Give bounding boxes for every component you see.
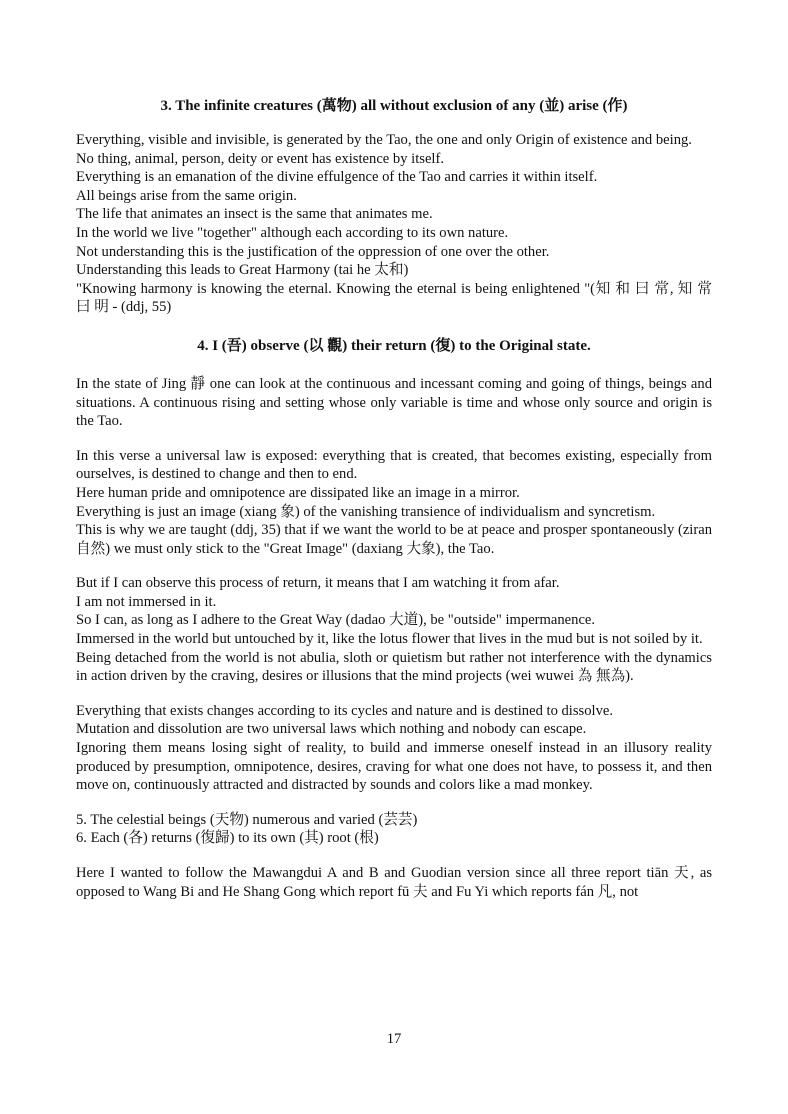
verse-line-5: 5. The celestial beings (天物) numerous and varied (芸芸) [76, 811, 418, 828]
text-line: Everything that exists changes according to its cycles and nature and is destined to dissolve. [76, 702, 613, 719]
text-line: I am not immersed in it. [76, 593, 217, 610]
paragraph-block-jing [76, 375, 712, 431]
text-line: In the world we live "together" although each according to its own nature. [76, 224, 509, 241]
text-line: Immersed in the world but untouched by it, like the lotus flower that lives in the mud but is not soiled by it. [76, 631, 703, 648]
text-line: Being detached from the world is not abulia, sloth or quietism but rather not interference with the dynamics in action driven by the craving, desires or illusions that the mind projects (wei wuwei 為 無為). [76, 649, 712, 685]
text-line: Ignoring them means losing sight of reality, to build and immerse oneself instead in an illusory reality produced by presumption, omnipotence, desires, craving for what one does not have, to possess it, and then move on, continuously attracted and distracted by sounds and colors like a mad monkey. [76, 740, 712, 794]
text-line: Here human pride and omnipotence are dissipated like an image in a mirror. [76, 484, 520, 501]
text-line: Here I wanted to follow the Mawangdui A and B and Guodian version since all three report tiān 天, as opposed to Wang Bi and He Shang Gong which report fū 夫 and Fu Yi which reports fán 凡, not [76, 865, 712, 900]
paragraph-block-creatures [76, 131, 712, 317]
paragraph-block-mutation [76, 702, 712, 795]
text-line: But if I can observe this process of return, it means that I am watching it from afar. [76, 575, 560, 592]
section-heading-4: 4. I (吾) observe (以 觀) their return (復) to the Original state. [197, 337, 591, 354]
paragraph-block-universal-law [76, 447, 712, 559]
text-line: In this verse a universal law is exposed: everything that is created, that becomes existing, especially from ourselves, is destined to change and then to end. [76, 447, 712, 483]
text-line: Everything is an emanation of the divine effulgence of the Tao and carries it within itself. [76, 169, 598, 186]
section-heading-3: 3. The infinite creatures (萬物) all without exclusion of any (並) arise (作) [160, 98, 628, 114]
text-line: Mutation and dissolution are two universal laws which nothing and nobody can escape. [76, 721, 587, 738]
text-line: Not understanding this is the justification of the oppression of one over the other. [76, 243, 550, 260]
text-line: This is why we are taught (ddj, 35) that if we want the world to be at peace and prosper spontaneously (ziran 自然) we must only stick to the "Great Image" (daxiang 大象), the Tao. [76, 522, 712, 557]
text-line: Everything, visible and invisible, is generated by the Tao, the one and only Origin of existence and being. [76, 132, 692, 148]
text-line: All beings arise from the same origin. [76, 187, 297, 204]
quote-line: "Knowing harmony is knowing the eternal. Knowing the eternal is being enlightened "(知 和 曰 常, 知 常 曰 明 - (ddj, 55) [76, 280, 712, 316]
paragraph-block-versions [76, 864, 712, 901]
page-number: 17 [386, 1031, 402, 1047]
text-line: So I can, as long as I adhere to the Great Way (dadao 大道), be "outside" impermanence. [76, 612, 596, 629]
text-line: Understanding this leads to Great Harmony (tai he 太和) [76, 262, 409, 279]
verse-lines [76, 811, 712, 848]
paragraph-block-return [76, 574, 712, 686]
verse-line-6: 6. Each (各) returns (復歸) to its own (其) root (根) [76, 830, 379, 847]
text-line: No thing, animal, person, deity or event has existence by itself. [76, 150, 444, 167]
text-line: The life that animates an insect is the same that animates me. [76, 206, 433, 223]
text-line: In the state of Jing 靜 one can look at the continuous and incessant coming and going of things, beings and situations. A continuous rising and setting whose only variable is time and whose only source and origin is the Tao. [76, 375, 712, 430]
text-line: Everything is just an image (xiang 象) of the vanishing transience of individualism and syncretism. [76, 503, 656, 520]
